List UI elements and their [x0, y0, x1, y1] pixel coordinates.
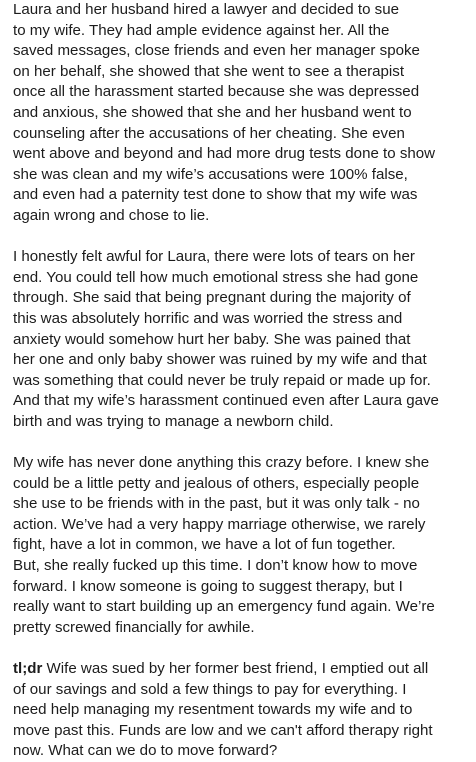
text-line: now. What can we do to move forward?	[13, 742, 278, 760]
paragraph-tldr	[13, 659, 470, 762]
text-line: I honestly felt awful for Laura, there were lots of tears on her	[13, 248, 415, 266]
text-line: And that my wife’s harassment continued even after Laura gave	[13, 392, 439, 410]
text-line: she use to be friends with in the past, but it was only talk - no	[13, 495, 420, 513]
text-line: and even had a paternity test done to show that my wife was	[13, 186, 418, 204]
text-line: Laura and her husband hired a lawyer and decided to sue	[13, 1, 400, 18]
tldr-first-line-text: Wife was sued by her former best friend, I emptied out all	[42, 660, 429, 677]
text-line: birth and was trying to manage a newborn child.	[13, 412, 334, 430]
tldr-first-line	[13, 659, 470, 680]
text-line: went above and beyond and had more drug tests done to show	[13, 145, 436, 163]
tldr-label: tl;dr	[13, 660, 43, 677]
text-line: need help managing my resentment towards my wife and to	[13, 701, 413, 719]
text-line: again wrong and chose to lie.	[13, 206, 210, 224]
paragraph-wife	[13, 453, 470, 638]
text-line: this was absolutely horrific and was worried the stress and	[13, 309, 403, 327]
text-line: saved messages, close friends and even her manager spoke	[13, 42, 420, 60]
text-line: of our savings and sold a few things to pay for everything. I	[13, 680, 407, 698]
paragraph-lawsuit	[13, 0, 470, 227]
text-line: forward. I know someone is going to suggest therapy, but I	[13, 577, 403, 595]
text-line: to my wife. They had ample evidence against her. All the	[13, 21, 390, 39]
paragraph-spacer	[13, 638, 470, 659]
paragraph-spacer	[13, 227, 470, 248]
text-line: she was clean and my wife’s accusations were 100% false,	[13, 165, 408, 183]
text-line: once all the harassment started because she was depressed	[13, 83, 420, 101]
text-line: her one and only baby shower was ruined by my wife and that	[13, 351, 427, 369]
text-line: My wife has never done anything this crazy before. I knew she	[13, 454, 430, 472]
text-line: anxiety would somehow hurt her baby. She was pained that	[13, 330, 411, 348]
text-line: counseling after the accusations of her cheating. She even	[13, 124, 405, 142]
text-line: end. You could tell how much emotional stress she had gone	[13, 268, 419, 286]
text-line: really want to start building up an emergency fund again. We’re	[13, 598, 435, 616]
text-line: action. We’ve had a very happy marriage otherwise, we rarely	[13, 515, 426, 533]
text-line: on her behalf, she showed that she went to see a therapist	[13, 62, 405, 80]
text-line: and anxious, she showed that she and her husband went to	[13, 103, 412, 121]
text-line: through. She said that being pregnant during the majority of	[13, 289, 411, 307]
text-line: was something that could never be truly repaid or made up for.	[13, 371, 431, 389]
text-line: move past this. Funds are low and we can't afford therapy right	[13, 721, 433, 739]
paragraph-spacer	[13, 432, 470, 453]
paragraph-laura	[13, 247, 470, 432]
text-line: fight, have a lot in common, we have a lot of fun together.	[13, 536, 396, 554]
text-line: But, she really fucked up this time. I don’t know how to move	[13, 557, 418, 575]
text-line: could be a little petty and jealous of others, especially people	[13, 474, 420, 492]
text-line: pretty screwed financially for awhile.	[13, 618, 255, 636]
